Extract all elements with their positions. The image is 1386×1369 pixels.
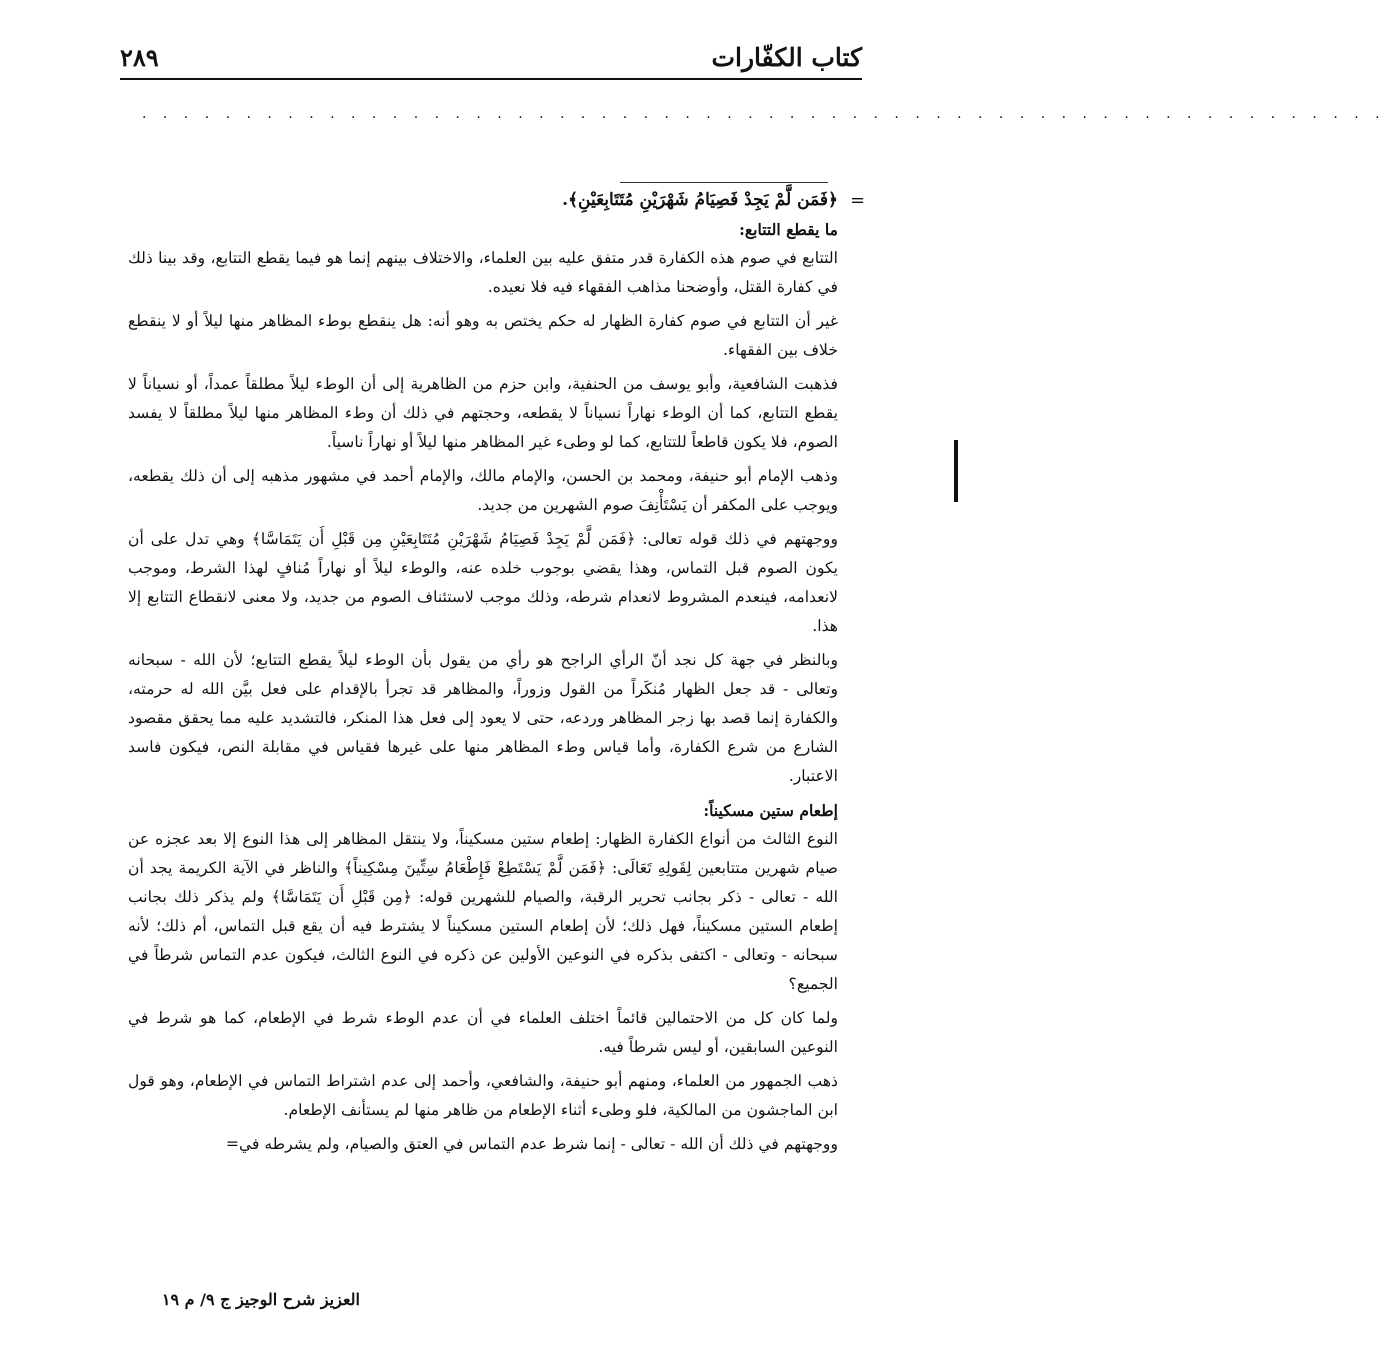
- footnote-rule: [620, 182, 828, 183]
- header-rule: [120, 78, 862, 80]
- dotted-separator: . . . . . . . . . . . . . . . . . . . . . . . . . . . . . . . . . . . . . . . . . . . . . . . . . . . . . . . . . . . .: [142, 106, 1386, 122]
- paragraph: ولما كان كل من الاحتمالين قائماً اختلف العلماء في أن عدم الوطء شرط في الإطعام، كما هو شرط في النوعين السابقين، أو ليس شرطاً فيه.: [128, 1009, 838, 1056]
- margin-mark: [954, 440, 958, 502]
- page-body: [128, 186, 838, 1268]
- section-heading: ما يقطع التتابع:: [739, 220, 838, 239]
- paragraph: ووجهتهم في ذلك أن الله - تعالى - إنما شرط عدم التماس في العتق والصيام، ولم يشرطه في=: [225, 1135, 838, 1153]
- continuation-mark: =: [850, 190, 866, 211]
- paragraph: وذهب الإمام أبو حنيفة، ومحمد بن الحسن، والإمام مالك، والإمام أحمد في مشهور مذهبه إلى أن ذلك يقطعه، ويوجب على المكفر أن يَسْتَأْنِفَ صوم الشهرين من جديد.: [128, 467, 838, 514]
- running-header: [120, 26, 862, 72]
- paragraph: النوع الثالث من أنواع الكفارة الظهار: إطعام ستين مسكيناً، ولا ينتقل المظاهر إلى هذا النوع إلا بعد عجزه عن صيام شهرين متتابعين لِقَولِهِ تَعَالَى: ﴿فَمَن لَّمْ يَسْتَطِعْ فَإِطْعَامُ سِتِّينَ مِسْكِيناً﴾ والناظر في الآية الكريمة يجد أن الله - تعالى - ذكر بجانب تحرير الرقبة، والصيام للشهرين قوله: ﴿مِن قَبْلِ أَن يَتَمَاسَّا﴾ ولم يذكر ذلك بجانب إطعام الستين مسكيناً، فهل ذلك؛ لأن إطعام الستين مسكيناً لا يشترط فيه أن يقع قبل التماس، أم ذلك؛ لأنه سبحانه - وتعالى - اكتفى بذكره في النوعين الأولين عن ذكره في النوع الثالث، فيكون عدم التماس شرطاً في الجميع؟: [128, 830, 838, 993]
- paragraph: التتابع في صوم هذه الكفارة قدر متفق عليه بين العلماء، والاختلاف بينهم إنما هو فيما يقطع التتابع، وقد بينا ذلك في كفارة القتل، وأوضحنا مذاهب الفقهاء فيه فلا نعيده.: [128, 249, 838, 296]
- paragraph: ذهب الجمهور من العلماء، ومنهم أبو حنيفة، والشافعي، وأحمد إلى عدم اشتراط التماس في الإطعام، وهو قول ابن الماجشون من المالكية، فلو وطىء أثناء الإطعام من ظاهر منها لم يستأنف الإطعام.: [128, 1072, 838, 1119]
- quran-verse: ﴿فَمَن لَّمْ يَجِدْ فَصِيَامُ شَهْرَيْنِ مُتَتَابِعَيْنِ﴾.: [562, 190, 838, 210]
- paragraph: ووجهتهم في ذلك قوله تعالى: ﴿فَمَن لَّمْ يَجِدْ فَصِيَامُ شَهْرَيْنِ مُتَتَابِعَيْنِ مِن قَبْلِ أَن يَتَمَاسَّا﴾ وهي تدل على أن يكون الصوم قبل التماس، وهذا يقضي بوجوب خلده عنه، والوطء ليلاً أو نهاراً مُنافٍ لهذا الشرط، وموجب لانعدامه، فينعدم المشروط لانعدام شرطه، وذلك موجب لاستئناف الصوم من جديد، ولا معنى لانقطاع التتابع إلا هذا.: [128, 530, 838, 635]
- paragraph: غير أن التتابع في صوم كفارة الظهار له حكم يختص به وهو أنه: هل ينقطع بوطء المظاهر منها ليلاً أو لا ينقطع خلاف بين الفقهاء.: [128, 312, 838, 359]
- paragraph: فذهبت الشافعية، وأبو يوسف من الحنفية، وابن حزم من الظاهرية إلى أن الوطء ليلاً مطلقاً عمداً، أو نسياناً لا يقطع التتابع، كما أن الوطء نهاراً نسياناً لا يقطعه، وحجتهم في ذلك أن وطء المظاهر منها ليلاً مطلقاً لا يفسد الصوم، فلا يكون قاطعاً للتتابع، كما لو وطىء غير المظاهر منها ليلاً أو نهاراً ناسياً.: [128, 375, 838, 451]
- section-heading: إطعام ستين مسكيناً:: [703, 801, 838, 820]
- page-number: ٢٨٩: [120, 43, 159, 72]
- signature-line: العزيز شرح الوجيز ج ٩/ م ١٩: [161, 1290, 360, 1309]
- paragraph: وبالنظر في جهة كل نجد أنّ الرأي الراجح هو رأي من يقول بأن الوطء ليلاً يقطع التتابع؛ لأن الله - سبحانه وتعالى - قد جعل الظهار مُنكَراً من القول وزوراً، والمظاهر قد تجرأ بالإقدام على فعل بيَّن الله له حرمته، والكفارة إنما قصد بها زجر المظاهر وردعه، حتى لا يعود إلى فعل هذا المنكر، فالتشديد عليه مما يحقق مقصود الشارع من شرع الكفارة، وأما قياس وطء المظاهر منها على غيرها فقياس في مقابلة النص، فيكون فاسد الاعتبار.: [128, 651, 838, 785]
- book-title: كتاب الكفّارات: [711, 43, 862, 72]
